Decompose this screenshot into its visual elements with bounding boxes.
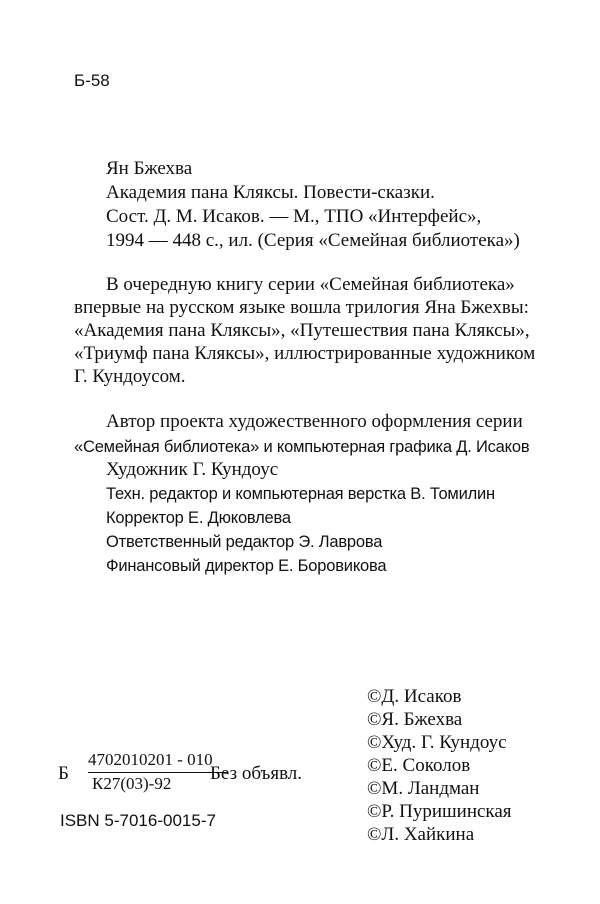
credits-line: Корректор Е. Дюковлева bbox=[106, 509, 291, 527]
credits-line: Автор проекта художественного оформления серии bbox=[106, 411, 523, 432]
title-line: Академия пана Кляксы. Повести-сказки. bbox=[106, 182, 435, 203]
author-line: Ян Бжехва bbox=[106, 158, 193, 179]
price-note: Без объявл. bbox=[210, 763, 303, 784]
library-code-numerator: 4702010201 - 010 bbox=[88, 750, 213, 769]
copyright-line: ©М. Ландман bbox=[367, 778, 480, 799]
library-code-denominator: К27(03)-92 bbox=[92, 774, 172, 793]
annotation-line: впервые на русском языке вошла трилогия Яна Бжехвы: bbox=[74, 297, 529, 318]
annotation-line: Г. Кундоусом. bbox=[74, 366, 186, 387]
credits-line: Финансовый директор Е. Боровикова bbox=[106, 557, 387, 575]
copyright-list bbox=[367, 686, 512, 847]
isbn: ISBN 5-7016-0015-7 bbox=[60, 811, 216, 830]
annotation-line: В очередную книгу серии «Семейная библиотека» bbox=[106, 274, 515, 295]
credits-line: Ответственный редактор Э. Лаврова bbox=[106, 533, 383, 551]
copyright-line: ©Д. Исаков bbox=[367, 686, 462, 707]
annotation-line: «Триумф пана Кляксы», иллюстрированные художником bbox=[74, 343, 536, 364]
fraction-bar bbox=[88, 772, 228, 773]
compiler-line: Сост. Д. М. Исаков. — М., ТПО «Интерфейс», bbox=[106, 206, 482, 227]
library-code-letter: Б bbox=[58, 763, 69, 784]
annotation-line: «Академия пана Кляксы», «Путешествия пана Кляксы», bbox=[74, 320, 530, 341]
copyright-line: ©Е. Соколов bbox=[367, 755, 471, 776]
udk-code: Б-58 bbox=[74, 71, 110, 90]
credits-line: «Семейная библиотека» и компьютерная графика Д. Исаков bbox=[74, 438, 530, 456]
credits-line: Техн. редактор и компьютерная верстка В. Томилин bbox=[106, 485, 495, 503]
credits-line: Художник Г. Кундоус bbox=[106, 459, 279, 480]
imprint-line: 1994 — 448 с., ил. (Серия «Семейная библиотека») bbox=[106, 230, 520, 251]
copyright-line: ©Худ. Г. Кундоус bbox=[367, 732, 507, 753]
copyright-line: ©Я. Бжехва bbox=[367, 709, 463, 730]
copyright-line: ©Л. Хайкина bbox=[367, 824, 475, 845]
copyright-line: ©Р. Пуришинская bbox=[367, 801, 512, 822]
